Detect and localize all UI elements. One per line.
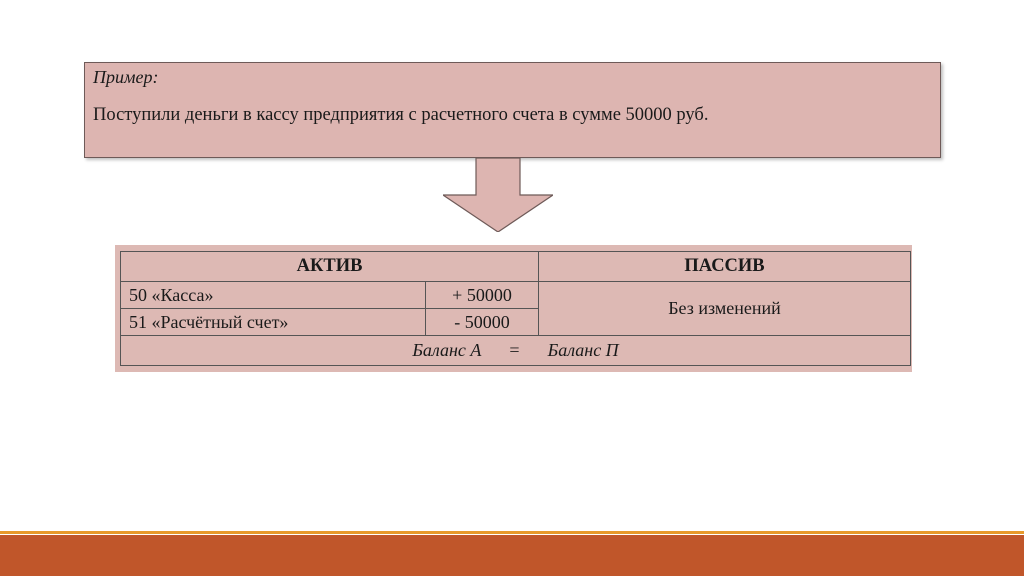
amount-cell: - 50000 [426, 309, 539, 336]
balance-table-panel [115, 245, 912, 372]
amount-cell: + 50000 [426, 282, 539, 309]
header-active: АКТИВ [121, 252, 539, 282]
header-passive: ПАССИВ [539, 252, 911, 282]
example-text: Поступили деньги в кассу предприятия с расчетного счета в сумме 50000 руб. [93, 105, 709, 125]
down-arrow-icon [443, 158, 553, 232]
footer-accent-line [0, 531, 1024, 534]
balance-left: Баланс А [412, 340, 482, 360]
passive-note: Без изменений [539, 282, 911, 336]
table-row [121, 282, 911, 309]
balance-right: Баланс П [547, 340, 619, 360]
account-cell: 50 «Касса» [121, 282, 426, 309]
example-heading: Пример: [93, 67, 159, 87]
example-box [84, 62, 941, 158]
balance-table [120, 251, 911, 366]
balance-equation [121, 336, 911, 366]
account-cell: 51 «Расчётный счет» [121, 309, 426, 336]
balance-equals-sign: = [509, 340, 520, 360]
footer-bar [0, 535, 1024, 576]
